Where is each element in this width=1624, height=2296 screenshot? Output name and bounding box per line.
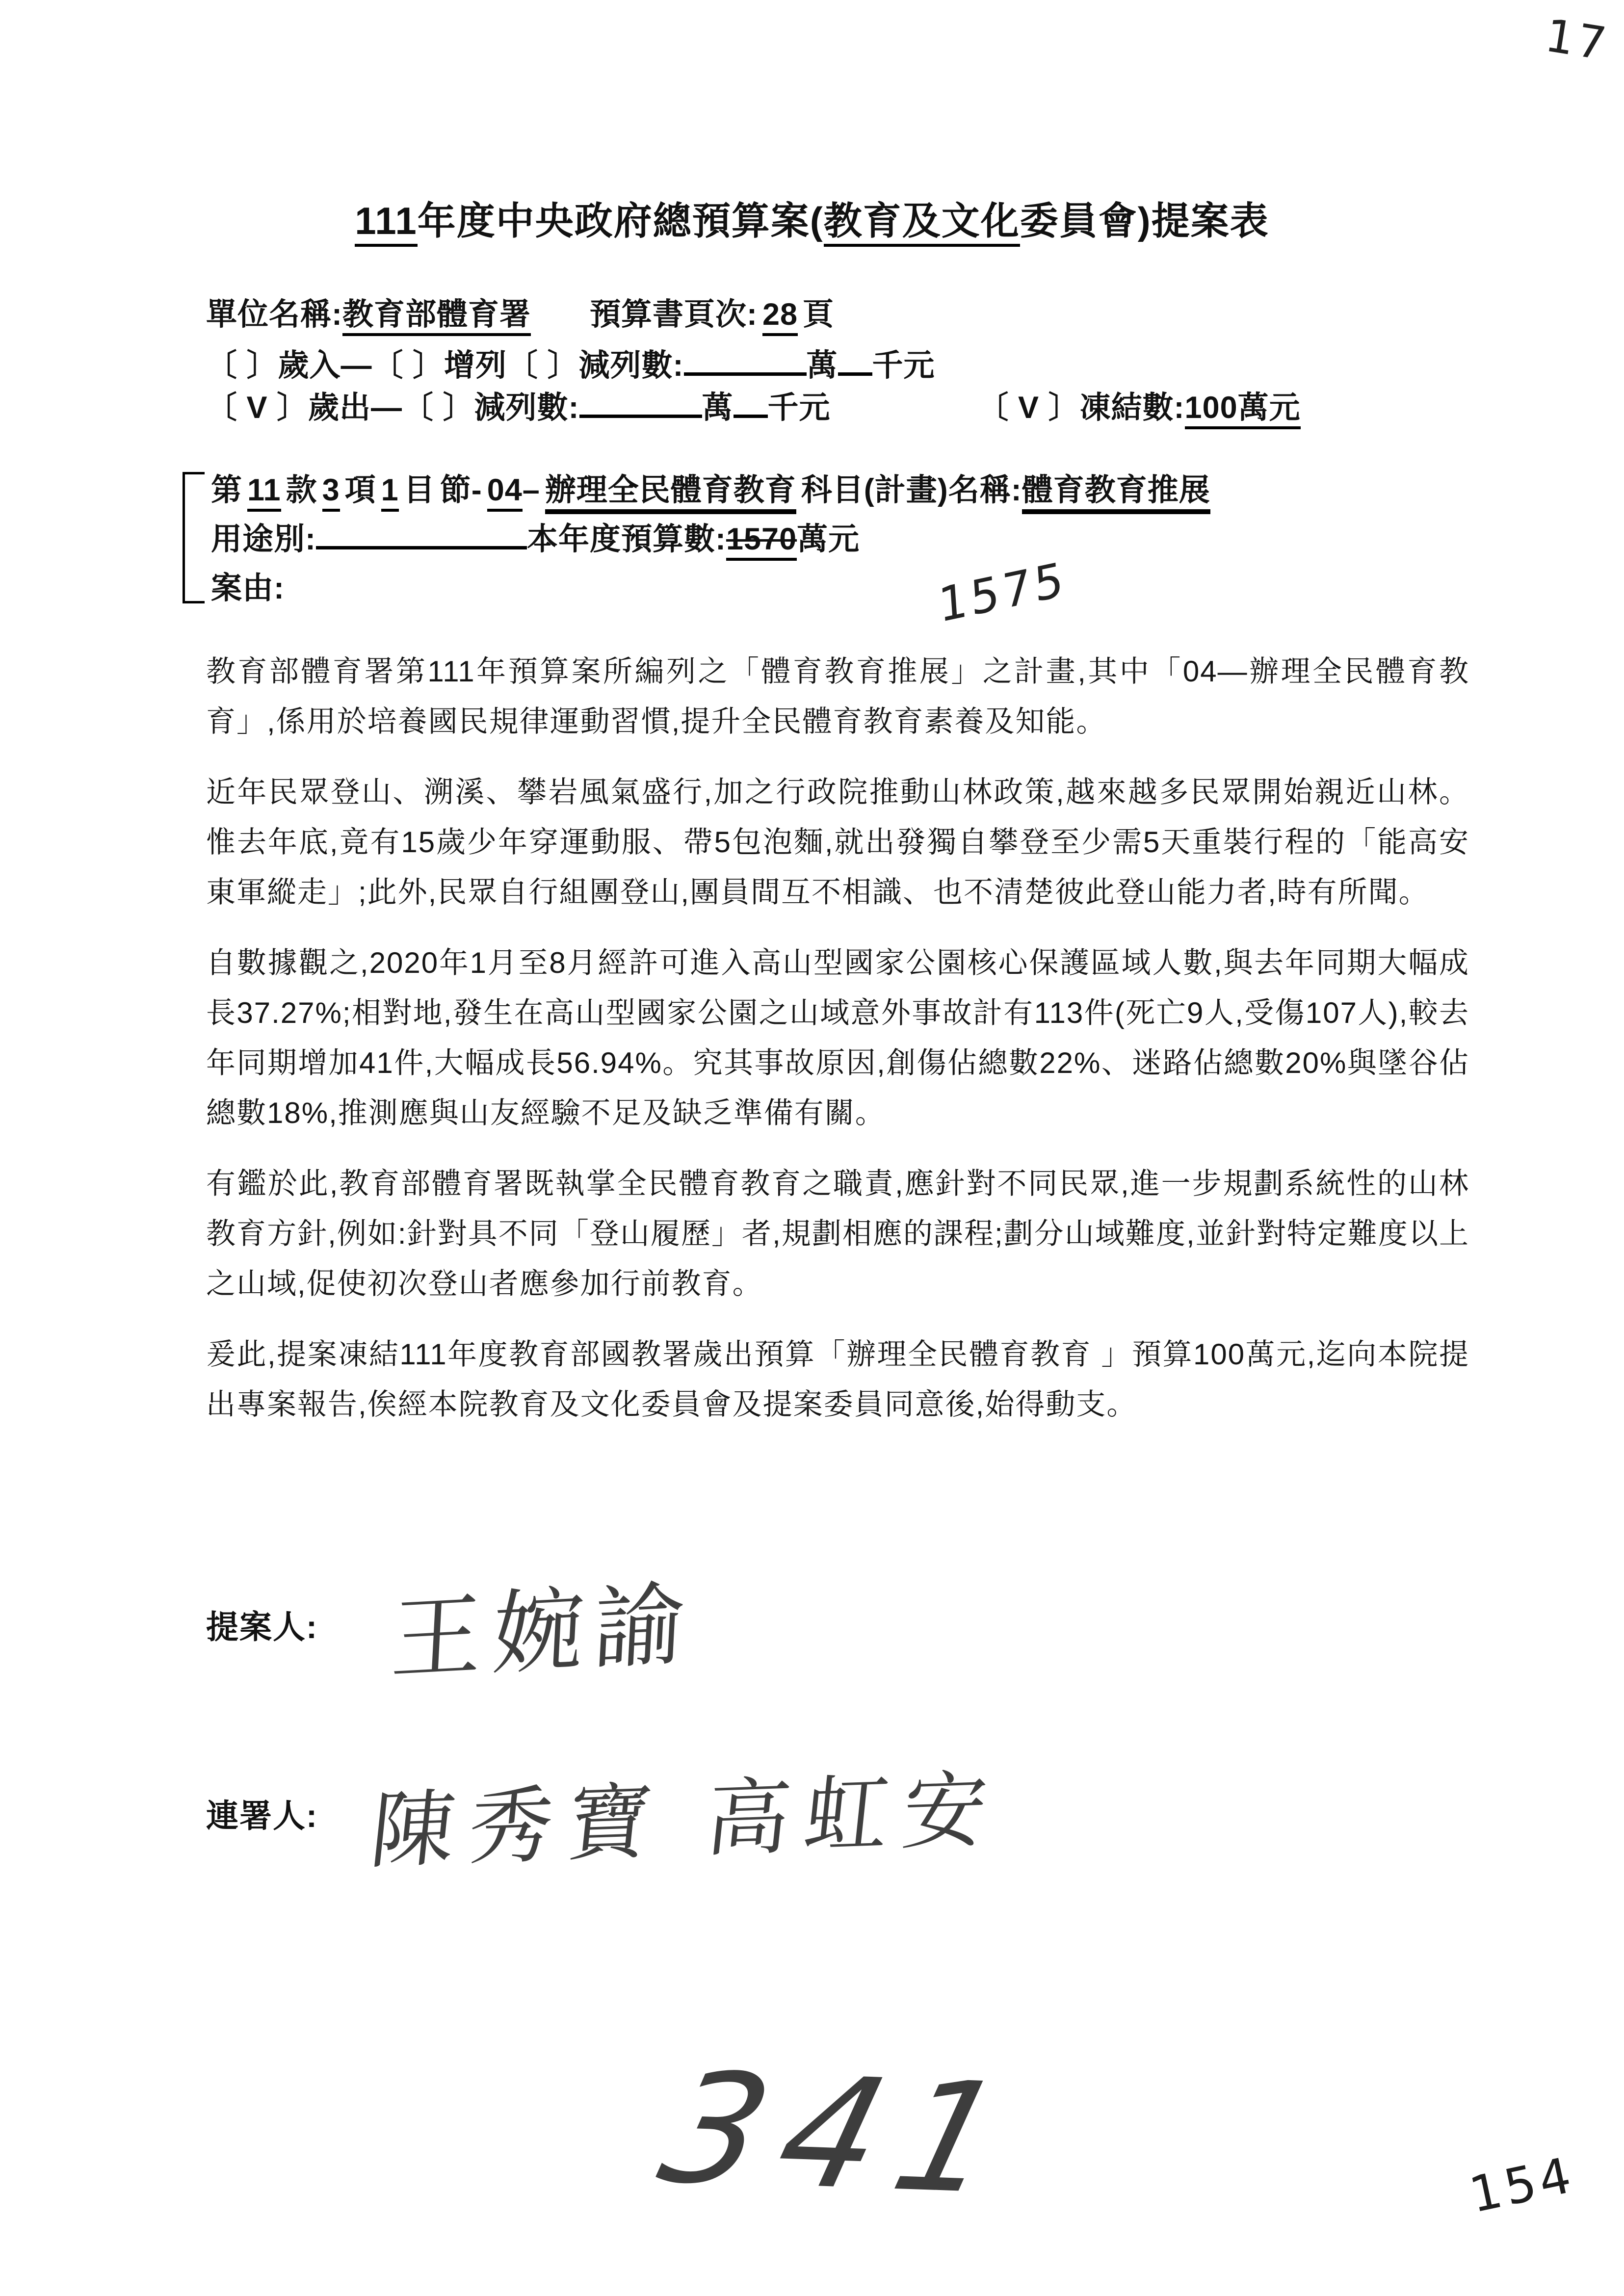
blank-line (684, 345, 807, 376)
expenditure-checkbox-line (206, 383, 1301, 427)
freeze-checkbox-checked: 〔 V 〕 (977, 391, 1080, 425)
expenditure-label: 歲出— (308, 391, 403, 425)
paragraph-5: 爰此,提案凍結111年度教育部國教署歲出預算「辦理全民體育教育 」預算100萬元,迄向本院提出專案報告,俟經本院教育及文化委員會及提案委員同意後,始得動支。 (206, 1338, 1469, 1421)
increase-checkbox: 〔 〕 (372, 348, 445, 383)
paragraph-1: 教育部體育署第111年預算案所編列之「體育教育推展」之計畫,其中「04—辦理全民體育教育」,係用於培養國民規律運動習慣,提升全民體育教育素養及知能。 (206, 655, 1469, 738)
item-text: 第 (211, 473, 242, 507)
budget-item-block (211, 465, 1210, 634)
item-text: 科目(計畫)名稱: (801, 473, 1022, 507)
blank-line (316, 519, 527, 549)
revenue-label: 歲入— (278, 348, 372, 383)
qianyuan-unit: 千元 (872, 348, 935, 383)
decrease-checkbox: 〔 〕 (507, 348, 579, 383)
item-text: 目 (403, 473, 435, 507)
cosigner-row (206, 1732, 1006, 1894)
freeze-amount: 100萬元 (1185, 391, 1301, 429)
proposer-label: 提案人: (206, 1608, 318, 1645)
expenditure-checkbox-checked: 〔 V 〕 (206, 391, 309, 425)
wan-unit: 萬 (702, 391, 733, 425)
current-budget-label: 本年度預算數: (526, 522, 726, 556)
decrease-checkbox: 〔 〕 (402, 391, 474, 425)
subject-name: 辦理全民體育教育 (545, 473, 796, 514)
budget-unit: 萬元 (797, 522, 860, 556)
paragraph-3: 自數據觀之,2020年1月至8月經許可進入高山型國家公園核心保護區域人數,與去年同期大幅成長37.27%;相對地,發生在高山型國家公園之山域意外事故計有113件(死亡9人,受傷107人),較去年同期增加41件,大幅成長56.94%。究其事故原因,創傷佔總數22%、迷路佔總數20%與墜谷佔總數18%,推測應與山友經驗不足及缺乏準備有關。 (206, 946, 1469, 1129)
budget-page-value: 28 (762, 297, 798, 336)
case-label: 案由: (211, 571, 285, 605)
item-text: 項 (344, 473, 376, 507)
budget-page-unit: 頁 (803, 297, 835, 332)
wan-unit: 萬 (806, 348, 838, 383)
handwritten-page-number-top: 17 (1542, 9, 1613, 71)
plan-name: 體育教育推展 (1022, 473, 1210, 514)
mu-number: 1 (381, 473, 399, 512)
paragraph-4: 有鑑於此,教育部體育署既執掌全民體育教育之職責,應針對不同民眾,進一步規劃系統性的山林教育方針,例如:針對具不同「登山履歷」者,規劃相應的課程;劃分山域難度,並針對特定難度以上之山域,促使初次登山者應參加行前教育。 (206, 1167, 1469, 1300)
xiang-number: 3 (322, 473, 340, 512)
jie-label: 節- (440, 473, 482, 507)
left-bracket (183, 472, 205, 603)
title-year: 111 (355, 199, 418, 247)
usage-label: 用途別: (211, 522, 316, 556)
proposer-row (206, 1550, 699, 1697)
blank-line (838, 345, 872, 376)
decrease-label: 減列數: (578, 348, 684, 383)
title-text: 年度中央政府總預算案( (417, 199, 824, 242)
cosigner-signatures: 陳秀寶 高虹安 (366, 1760, 1006, 1880)
decrease-label: 減列數: (474, 391, 579, 425)
paragraph-2: 近年民眾登山、溯溪、攀岩風氣盛行,加之行政院推動山林政策,越來越多民眾開始親近山林。惟去年底,竟有15歲少年穿運動服、帶5包泡麵,就出發獨自攀登至少需5天重裝行程的「能高安東軍縱走」;此外,民眾自行組團登山,團員間互不相識、也不清楚彼此登山能力者,時有所聞。 (206, 776, 1469, 909)
blank-line (579, 387, 702, 418)
qianyuan-unit: 千元 (767, 391, 831, 425)
cosigner-label: 連署人: (206, 1797, 318, 1834)
unit-name-line (206, 289, 834, 334)
unit-name-value: 教育部體育署 (342, 297, 531, 336)
increase-label: 增列 (444, 348, 507, 383)
unit-name-label: 單位名稱: (206, 297, 342, 332)
case-body (206, 647, 1469, 1450)
revenue-checkbox: 〔 〕 (206, 348, 278, 383)
revenue-checkbox-line (206, 340, 935, 385)
freeze-label: 凍結數: (1079, 391, 1185, 425)
item-text: – (522, 473, 540, 507)
item-number-line (211, 465, 1210, 514)
jie-number: 04 (487, 473, 523, 512)
blank-line (733, 387, 768, 418)
kuan-number: 11 (247, 473, 281, 512)
proposer-signature: 王婉諭 (388, 1570, 699, 1693)
item-text: 款 (286, 473, 317, 507)
handwritten-budget-correction: 1575 (937, 551, 1068, 634)
title-suffix: 委員會)提案表 (1020, 199, 1269, 242)
document-title (0, 190, 1624, 245)
title-committee: 教育及文化 (824, 199, 1020, 247)
handwritten-page-number-bottom: 154 (1465, 2145, 1580, 2224)
handwritten-stamp-number: 341 (645, 2040, 1039, 2228)
budget-page-label: 預算書頁次: (589, 297, 758, 332)
budget-amount-struck: 1570 (726, 522, 797, 561)
